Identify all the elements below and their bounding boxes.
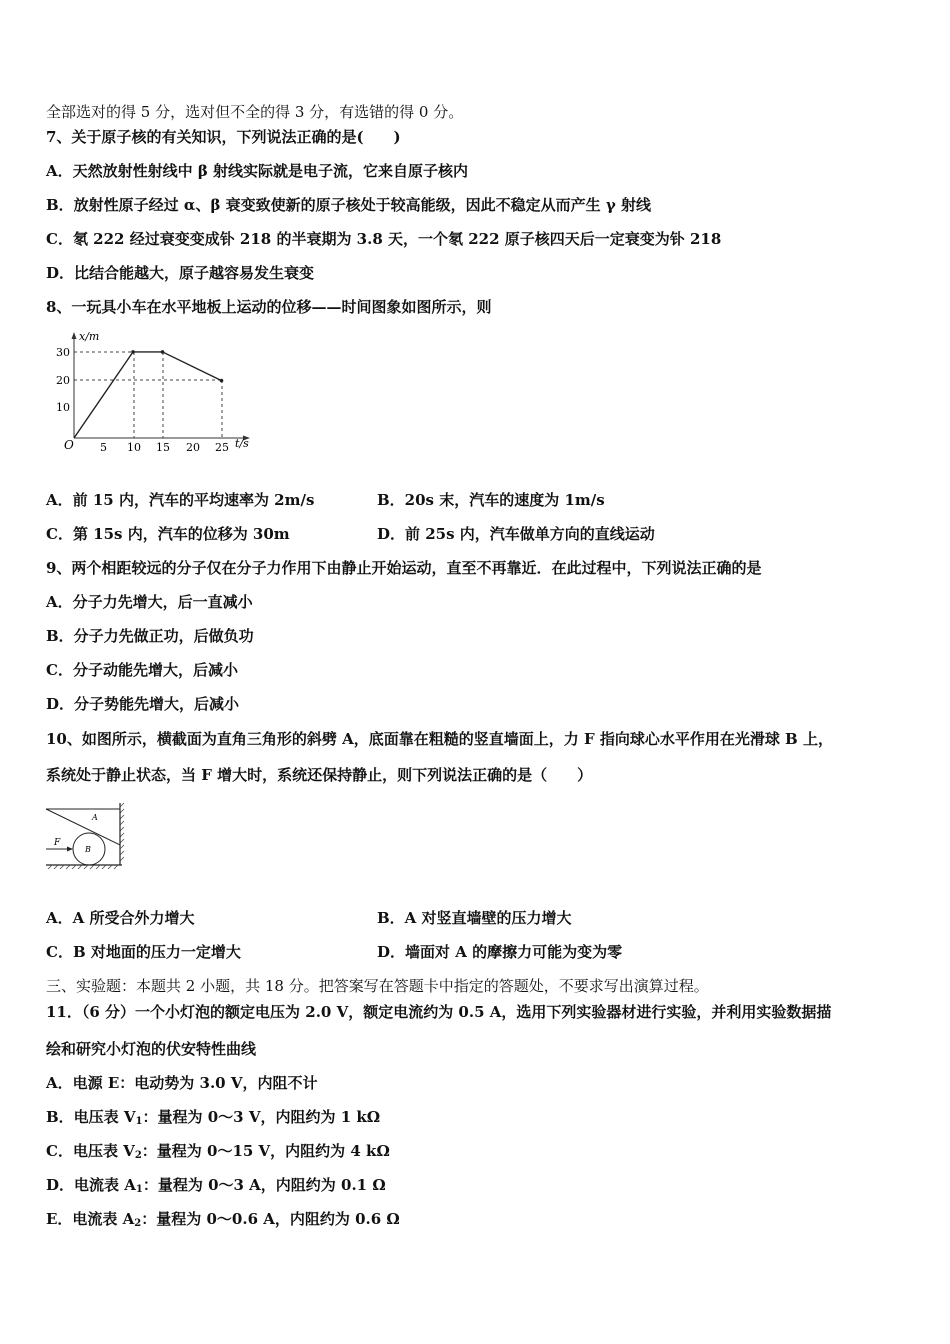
x-tick-5: 5 [100,441,107,454]
q9-option-d: D．分子势能先增大，后减小 [46,695,240,713]
q10-option-c: C．B 对地面的压力一定增大 [46,943,241,961]
q10-option-d: D．墙面对 A 的摩擦力可能为变为零 [377,943,623,961]
x-tick-20: 20 [186,441,200,454]
q7-stem: 7、关于原子核的有关知识，下列说法正确的是( ) [46,128,401,146]
q11-option-c: C．电压表 $V_2$：量程为 0～15 V，内阻约为 4 kΩ [46,1142,390,1161]
q8-option-b: B．20s 末，汽车的速度为 1m/s [377,491,605,509]
q7-option-a: A．天然放射性射线中 β 射线实际就是电子流，它来自原子核内 [46,162,469,180]
q9-stem: 9、两个相距较远的分子仅在分子力作用下由静止开始运动，直至不再靠近．在此过程中，下列说法正确的是 [46,559,762,577]
x-tick-25: 25 [215,441,229,454]
y-axis-label: x/m [79,330,100,343]
y-axis-arrow [72,332,77,339]
xt-series-line [74,352,222,438]
q11-stem-line2: 绘和研究小灯泡的伏安特性曲线 [46,1040,257,1058]
q10-option-a: A．A 所受合外力增大 [46,909,195,927]
wedge-ball-figure [44,801,126,871]
q9-option-b: B．分子力先做正功，后做负功 [46,627,254,645]
q8-option-a: A．前 15 内，汽车的平均速率为 2m/s [46,491,315,509]
xt-point-3 [220,379,224,383]
q10-stem-line2: 系统处于静止状态，当 F 增大时，系统还保持静止，则下列说法正确的是（ ） [46,766,593,784]
xt-point-2 [161,350,165,354]
y-tick-10: 10 [56,401,70,414]
q10-stem-line1: 10、如图所示，横截面为直角三角形的斜劈 A，底面靠在粗糙的竖直墙面上，力 F 指向球心水平作用在光滑球 B 上， [46,730,833,748]
xt-point-1 [131,350,135,354]
q11-option-e: E．电流表 $A_2$：量程为 0～0.6 A，内阻约为 0.6 Ω [46,1210,400,1229]
q11-option-b: B．电压表 $V_1$：量程为 0～3 V，内阻约为 1 kΩ [46,1108,381,1127]
q8-stem: 8、一玩具小车在水平地板上运动的位移——时间图象如图所示，则 [46,298,492,316]
q11-stem-line1: 11．（6 分）一个小灯泡的额定电压为 2.0 V，额定电流约为 0.5 A，选用下列实验器材进行实验，并利用实验数据描 [46,1003,832,1021]
x-tick-10: 10 [127,441,141,454]
q10-option-b: B．A 对竖直墙壁的压力增大 [377,909,572,927]
intro-text: 全部选对的得 5 分，选对但不全的得 3 分，有选错的得 0 分。 [46,103,464,121]
q9-option-c: C．分子动能先增大，后减小 [46,661,238,679]
xt-graph [46,328,266,458]
q7-option-b: B．放射性原子经过 α、β 衰变致使新的原子核处于较高能级，因此不稳定从而产生 γ 射线 [46,196,651,214]
label-a: A [92,813,98,822]
origin-label: O [64,438,74,452]
q11-option-d: D．电流表 $A_1$：量程为 0～3 A，内阻约为 0.1 Ω [46,1176,386,1195]
label-f: F [54,838,61,848]
q8-option-d: D．前 25s 内，汽车做单方向的直线运动 [377,525,655,543]
q8-option-c: C．第 15s 内，汽车的位移为 30m [46,525,290,543]
x-axis-label: t/s [235,437,249,450]
y-tick-20: 20 [56,374,70,387]
q7-option-d: D．比结合能越大，原子越容易发生衰变 [46,264,315,282]
force-f-arrowhead [67,847,73,852]
q9-option-a: A．分子力先增大，后一直减小 [46,593,253,611]
label-b: B [85,845,91,854]
section-3-heading: 三、实验题：本题共 2 小题，共 18 分。把答案写在答题卡中指定的答题处，不要求写出演算过程。 [46,977,709,995]
q7-option-c: C．氡 222 经过衰变变成钋 218 的半衰期为 3.8 天，一个氡 222 原子核四天后一定衰变为钋 218 [46,230,722,248]
x-tick-15: 15 [156,441,170,454]
y-tick-30: 30 [56,346,70,359]
q11-option-a: A．电源 E：电动势为 3.0 V，内阻不计 [46,1074,318,1092]
